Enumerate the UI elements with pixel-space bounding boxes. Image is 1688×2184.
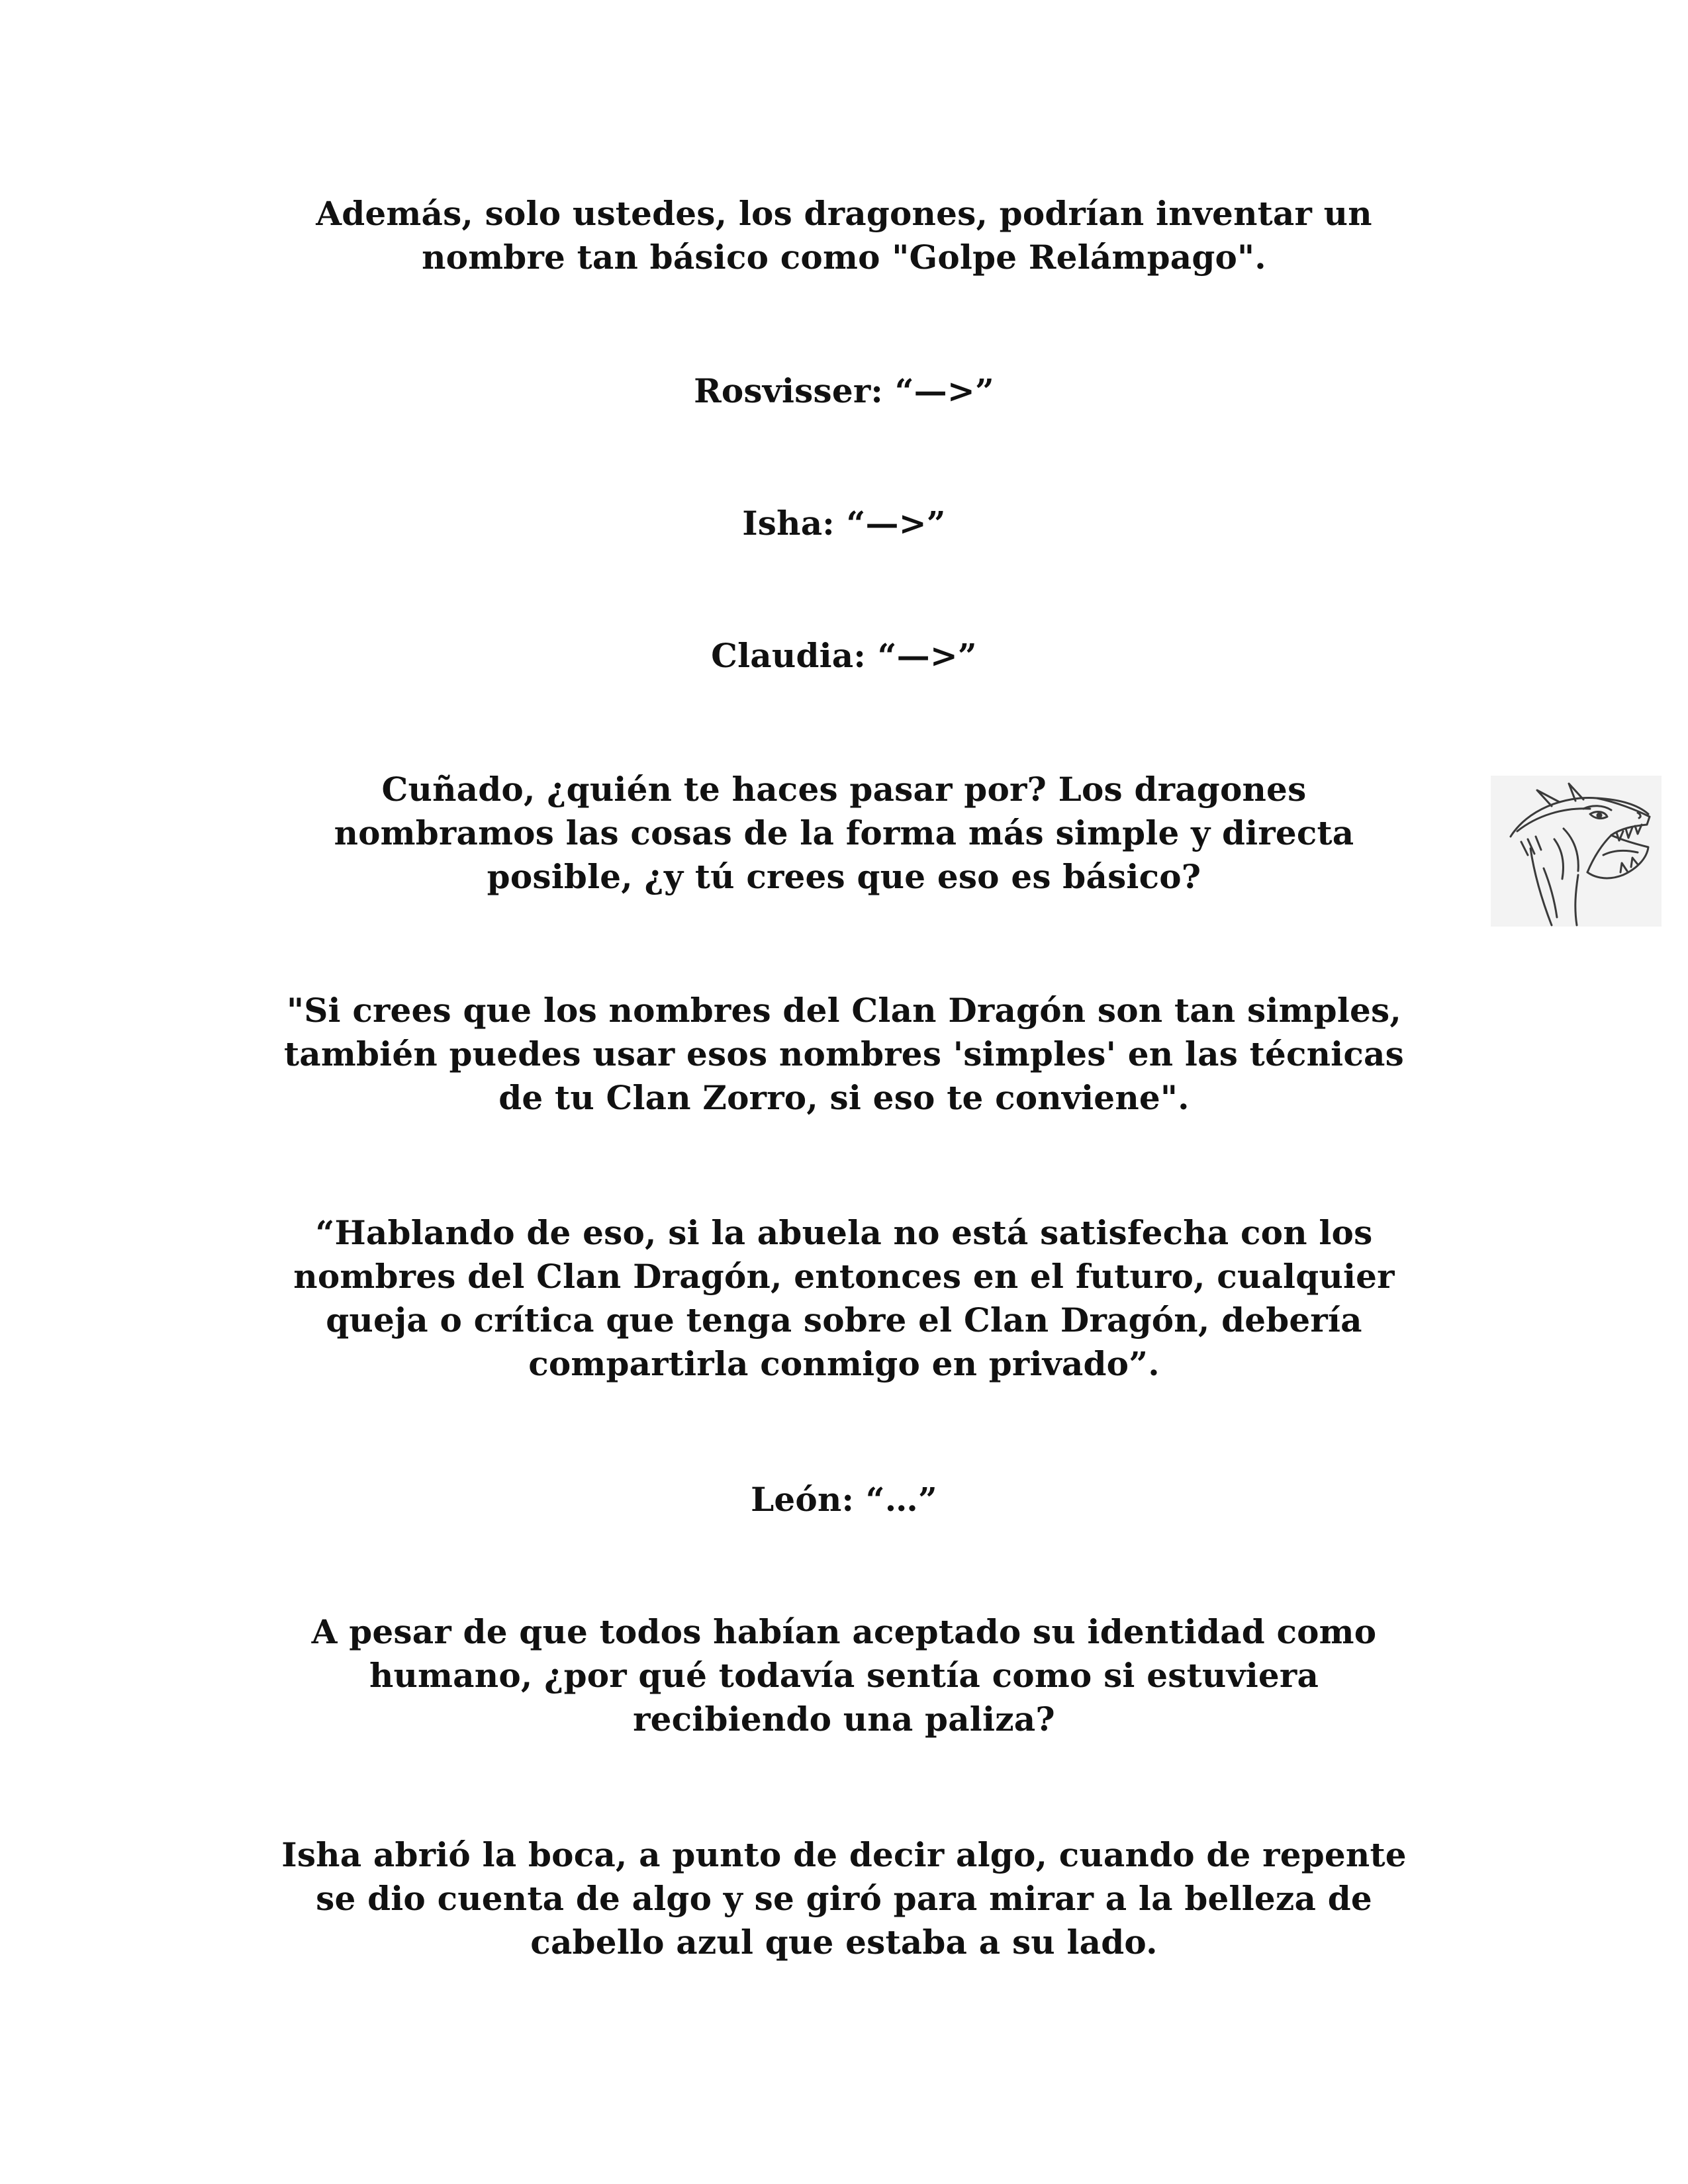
paragraph-line: Isha abrió la boca, a punto de decir algo, cuando de repente — [281, 1835, 1407, 1874]
paragraph-line: queja o crítica que tenga sobre el Clan Dragón, debería — [326, 1300, 1362, 1340]
paragraph-2 — [248, 369, 1440, 413]
paragraph-line: cabello azul que estaba a su lado. — [530, 1923, 1158, 1962]
paragraph-9 — [248, 1610, 1440, 1741]
paragraph-8 — [248, 1478, 1440, 1522]
paragraph-line: recibiendo una paliza? — [633, 1700, 1055, 1739]
paragraph-line: compartirla conmigo en privado”. — [528, 1344, 1160, 1383]
paragraph-line: también puedes usar esos nombres 'simples' en las técnicas — [284, 1034, 1404, 1073]
dialogue-line: Isha: “—>” — [742, 504, 946, 543]
paragraph-4 — [248, 634, 1440, 678]
paragraph-line: nombres del Clan Dragón, entonces en el futuro, cualquier — [293, 1257, 1395, 1296]
paragraph-7 — [248, 1211, 1440, 1386]
dialogue-line: Claudia: “—>” — [711, 636, 977, 675]
paragraph-line: A pesar de que todos habían aceptado su identidad como — [311, 1612, 1377, 1651]
paragraph-line: "Si crees que los nombres del Clan Dragón son tan simples, — [286, 991, 1401, 1030]
dialogue-line: Rosvisser: “—>” — [694, 371, 994, 410]
paragraph-1 — [248, 192, 1440, 279]
paragraph-line: posible, ¿y tú crees que eso es básico? — [487, 857, 1201, 896]
paragraph-line: “Hablando de eso, si la abuela no está satisfecha con los — [315, 1213, 1373, 1252]
paragraph-line: humano, ¿por qué todavía sentía como si estuviera — [369, 1656, 1319, 1695]
paragraph-line: nombre tan básico como "Golpe Relámpago". — [422, 238, 1266, 277]
paragraph-3 — [248, 502, 1440, 545]
paragraph-line: Cuñado, ¿quién te haces pasar por? Los dragones — [381, 770, 1307, 809]
paragraph-line: Además, solo ustedes, los dragones, podrían inventar un — [316, 194, 1372, 233]
paragraph-10 — [248, 1833, 1440, 1964]
paragraph-line: se dio cuenta de algo y se giró para mirar a la belleza de — [316, 1879, 1372, 1918]
dialogue-line: León: “…” — [751, 1480, 937, 1519]
paragraph-line: de tu Clan Zorro, si eso te conviene". — [498, 1078, 1190, 1117]
paragraph-5 — [248, 768, 1440, 899]
paragraph-6 — [248, 989, 1440, 1120]
paragraph-line: nombramos las cosas de la forma más simple y directa — [334, 813, 1354, 852]
dragon-head-sketch-icon — [1491, 776, 1662, 927]
